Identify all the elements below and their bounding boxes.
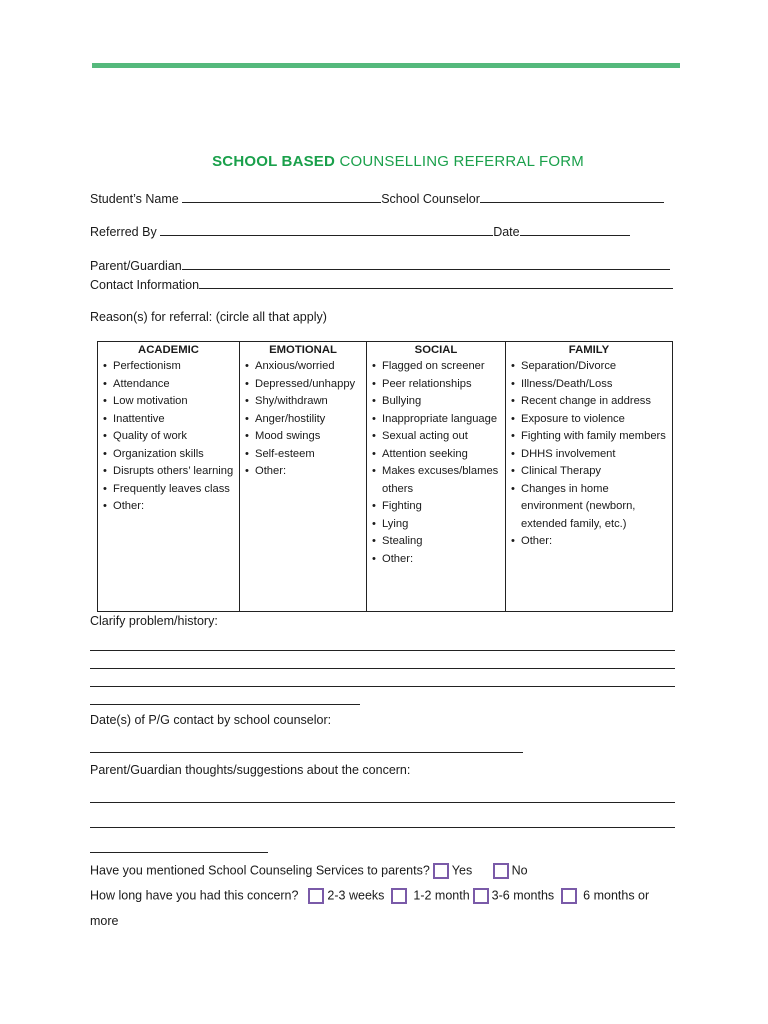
contact-row xyxy=(90,276,673,292)
list-item[interactable]: • DHHS involvement xyxy=(511,446,670,464)
list-item[interactable]: • Shy/withdrawn xyxy=(245,393,364,411)
list-item[interactable]: • Low motivation xyxy=(103,393,237,411)
list-item[interactable]: • Sexual acting out xyxy=(372,428,503,446)
column-header-academic: ACADEMIC xyxy=(98,342,240,359)
clarify-line-4[interactable] xyxy=(90,704,360,705)
duration-2-3-weeks-checkbox[interactable] xyxy=(308,888,324,904)
date-label: Date xyxy=(493,225,520,239)
list-item[interactable]: • Other: xyxy=(511,533,670,551)
duration-1-2-month-checkbox[interactable] xyxy=(391,888,407,904)
emotional-list xyxy=(245,358,364,481)
student-name-label: Student’s Name xyxy=(90,192,179,206)
list-item[interactable]: • Exposure to violence xyxy=(511,411,670,429)
duration-6-months-checkbox[interactable] xyxy=(561,888,577,904)
academic-column xyxy=(98,358,240,612)
academic-list xyxy=(103,358,237,516)
social-column xyxy=(367,358,506,612)
emotional-column xyxy=(240,358,367,612)
contact-information-field[interactable] xyxy=(199,276,673,289)
duration-3-6-months-checkbox[interactable] xyxy=(473,888,489,904)
pg-thoughts-label: Parent/Guardian thoughts/suggestions about the concern: xyxy=(90,763,411,777)
list-item[interactable]: • Frequently leaves class xyxy=(103,481,237,499)
form-title-bold: SCHOOL BASED xyxy=(212,153,336,170)
list-item[interactable]: • Inappropriate language xyxy=(372,411,503,429)
contact-information-label: Contact Information xyxy=(90,278,200,292)
list-item[interactable]: • Other: xyxy=(372,551,503,569)
pg-thoughts-line-3[interactable] xyxy=(90,852,268,853)
duration-1-2-month-label: 1-2 month xyxy=(413,888,470,903)
mentioned-question: Have you mentioned School Counseling Services to parents? xyxy=(90,863,430,878)
column-header-emotional: EMOTIONAL xyxy=(240,342,367,359)
form-title xyxy=(0,153,768,170)
column-header-family: FAMILY xyxy=(506,342,673,359)
reasons-table xyxy=(97,341,673,612)
list-item[interactable]: • Depressed/unhappy xyxy=(245,376,364,394)
referred-by-label: Referred By xyxy=(90,225,157,239)
pg-contact-line[interactable] xyxy=(90,752,523,753)
pg-thoughts-line-1[interactable] xyxy=(90,802,675,803)
list-item[interactable]: • Illness/Death/Loss xyxy=(511,376,670,394)
list-item[interactable]: • Fighting xyxy=(372,498,503,516)
date-field[interactable] xyxy=(520,223,630,236)
list-item[interactable]: • Perfectionism xyxy=(103,358,237,376)
duration-row xyxy=(90,888,649,904)
accent-bar xyxy=(92,63,680,68)
pg-contact-label: Date(s) of P/G contact by school counselor: xyxy=(90,713,332,727)
list-item[interactable]: • Lying xyxy=(372,516,503,534)
duration-wrap-text: more xyxy=(90,914,119,928)
clarify-line-1[interactable] xyxy=(90,650,675,651)
list-item[interactable]: • Anxious/worried xyxy=(245,358,364,376)
list-item[interactable]: • Anger/hostility xyxy=(245,411,364,429)
duration-2-3-weeks-label: 2-3 weeks xyxy=(327,888,385,903)
list-item[interactable]: • Inattentive xyxy=(103,411,237,429)
yes-checkbox[interactable] xyxy=(433,863,449,879)
pg-thoughts-line-2[interactable] xyxy=(90,827,675,828)
list-item[interactable]: • Other: xyxy=(245,463,364,481)
duration-3-6-months-label: 3-6 months xyxy=(491,888,555,903)
clarify-label: Clarify problem/history: xyxy=(90,614,218,628)
column-header-social: SOCIAL xyxy=(367,342,506,359)
list-item[interactable]: • Bullying xyxy=(372,393,503,411)
parent-guardian-field[interactable] xyxy=(182,257,670,270)
student-name-field[interactable] xyxy=(182,190,381,203)
yes-label: Yes xyxy=(451,863,473,878)
list-item[interactable]: • Disrupts others’ learning xyxy=(103,463,237,481)
family-column xyxy=(506,358,673,612)
family-list xyxy=(511,358,670,551)
list-item[interactable]: • Flagged on screener xyxy=(372,358,503,376)
list-item[interactable]: • Self-esteem xyxy=(245,446,364,464)
parent-row xyxy=(90,257,670,273)
list-item[interactable]: • Quality of work xyxy=(103,428,237,446)
list-item[interactable]: • Organization skills xyxy=(103,446,237,464)
list-item[interactable]: • Makes excuses/blames others xyxy=(372,463,503,498)
list-item[interactable]: • Peer relationships xyxy=(372,376,503,394)
list-item[interactable]: • Attendance xyxy=(103,376,237,394)
school-counselor-label: School Counselor xyxy=(381,192,480,206)
list-item[interactable]: • Clinical Therapy xyxy=(511,463,670,481)
duration-question: How long have you had this concern? xyxy=(90,888,299,903)
list-item[interactable]: • Other: xyxy=(103,498,237,516)
parent-guardian-label: Parent/Guardian xyxy=(90,259,182,273)
student-row xyxy=(90,190,664,206)
list-item[interactable]: • Mood swings xyxy=(245,428,364,446)
no-label: No xyxy=(511,863,528,878)
list-item[interactable]: • Changes in home environment (newborn, extended family, etc.) xyxy=(511,481,670,534)
referred-row xyxy=(90,223,630,239)
reasons-label: Reason(s) for referral: (circle all that apply) xyxy=(90,310,327,324)
mentioned-row xyxy=(90,863,528,879)
list-item[interactable]: • Separation/Divorce xyxy=(511,358,670,376)
list-item[interactable]: • Stealing xyxy=(372,533,503,551)
clarify-line-3[interactable] xyxy=(90,686,675,687)
social-list xyxy=(372,358,503,568)
no-checkbox[interactable] xyxy=(493,863,509,879)
duration-6-months-label: 6 months or xyxy=(583,888,650,903)
list-item[interactable]: • Recent change in address xyxy=(511,393,670,411)
list-item[interactable]: • Fighting with family members xyxy=(511,428,670,446)
clarify-line-2[interactable] xyxy=(90,668,675,669)
list-item[interactable]: • Attention seeking xyxy=(372,446,503,464)
school-counselor-field[interactable] xyxy=(480,190,664,203)
form-title-rest: COUNSELLING REFERRAL FORM xyxy=(339,153,584,170)
referred-by-field[interactable] xyxy=(160,223,493,236)
